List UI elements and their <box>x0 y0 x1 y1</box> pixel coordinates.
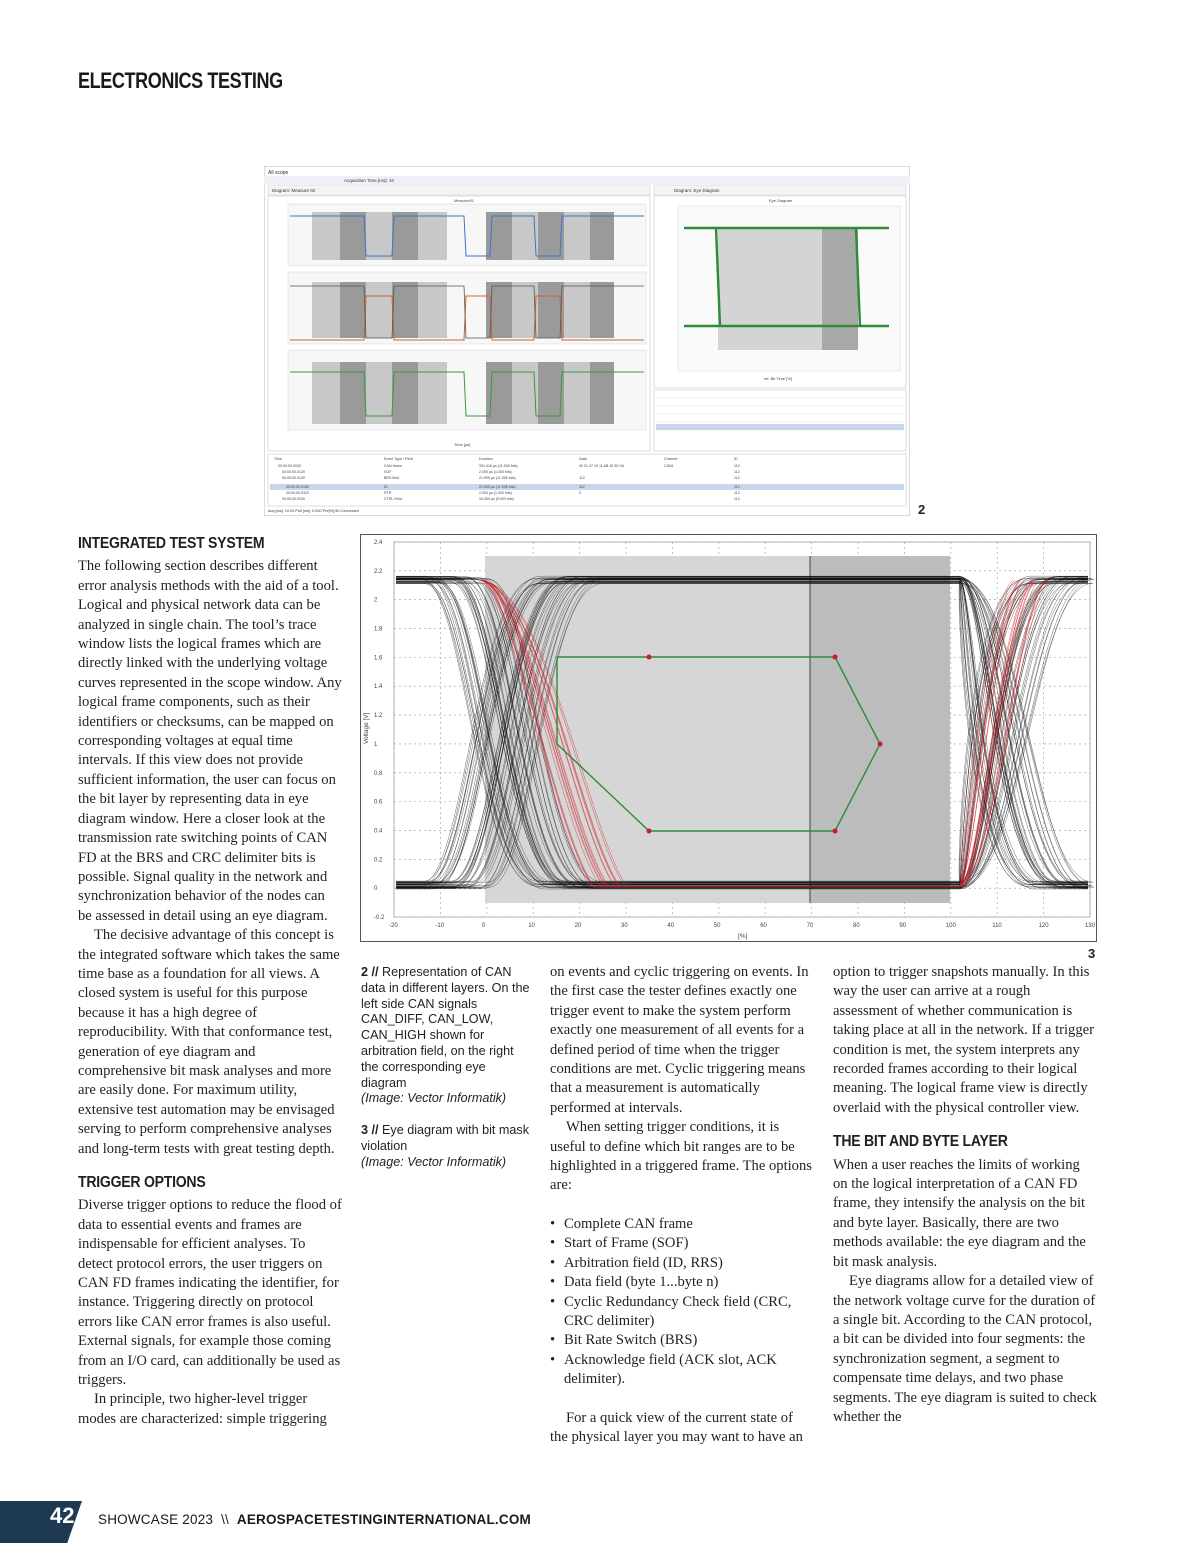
paragraph: option to trigger snapshots manually. In this way the user can arrive at a rough assessment of whether communication is taking place at all in the network. If a trigger condition is met, the system interprets any recorded frames according to their logical meaning. The logical frame view is directly overlaid with the physical controller view. <box>833 964 1094 1116</box>
svg-text:112: 112 <box>579 485 585 489</box>
list-item: • Data field (byte 1...byte n) <box>550 1273 812 1292</box>
y-tick-label: -0.2 <box>374 915 385 921</box>
paragraph: on events and cyclic triggering on events. In the first case the tester defines exactly one trigger event to make the system perform exactly one measurement of all events for a defined period of time when the trigger conditions are met. Cyclic triggering means that a measurement is automatically performed at intervals. <box>550 964 809 1116</box>
svg-text:112: 112 <box>734 497 740 501</box>
x-tick-label: -20 <box>389 923 398 929</box>
y-tick-label: 0.8 <box>374 770 383 777</box>
paragraph: Diverse trigger options to reduce the flood of data to essential events and frames are indispensable for efficient analyses. To detect protocol errors, the user triggers on CAN FD frames indicating the identifier, for instance. Triggering directly on protocol errors like CAN error frames is also useful. External signals, for example those coming from an I/O card, can additionally be used as triggers. <box>78 1197 342 1389</box>
y-tick-label: 1.4 <box>374 684 383 691</box>
svg-text:00:00:00.0330: 00:00:00.0330 <box>282 497 305 501</box>
x-tick-label: 110 <box>992 923 1002 929</box>
x-tick-label: 40 <box>667 923 675 929</box>
caption-credit: (Image: Vector Informatik) <box>361 1091 507 1106</box>
scope-software-image <box>264 166 910 516</box>
right-column <box>833 963 1098 1427</box>
heading-integrated-test-system: INTEGRATED TEST SYSTEM <box>78 535 265 552</box>
paragraph: Eye diagrams allow for a detailed view of the network voltage curve for the duration of a single bit. According to the CAN protocol, a bit can be divided into four segments: the synchronization segment, a segment to compensate time delays, and two phase segments. The eye diagram is suited to check whether the <box>833 1273 1097 1425</box>
list-item: • Bit Rate Switch (BRS) <box>550 1331 812 1350</box>
svg-text:ID: ID <box>384 485 388 489</box>
x-tick-label: 20 <box>574 923 582 929</box>
eye-axis-label: rel. Bit Time [%] <box>764 376 793 381</box>
paragraph: For a quick view of the current state of the physical layer you may want to have an <box>550 1409 803 1445</box>
y-tick-label: 2.2 <box>374 568 383 575</box>
svg-text:Event Type / Field: Event Type / Field <box>384 457 413 461</box>
svg-text:21.995 µs (11.995 bits): 21.995 µs (11.995 bits) <box>479 476 516 480</box>
y-tick-label: 0.4 <box>374 828 383 835</box>
caption-credit: (Image: Vector Informatik) <box>361 1154 507 1169</box>
y-tick-label: 0 <box>374 886 378 893</box>
list-item: • Complete CAN frame <box>550 1215 812 1234</box>
svg-text:Duration: Duration <box>479 457 493 461</box>
x-tick-label: 60 <box>760 923 767 929</box>
y-tick-label: 1.8 <box>374 626 383 633</box>
svg-text:Data: Data <box>579 457 587 461</box>
x-tick-label: -10 <box>435 923 445 929</box>
svg-text:112: 112 <box>734 485 740 489</box>
y-tick-label: 1.2 <box>374 713 383 720</box>
caption-separator: // <box>368 1123 383 1137</box>
svg-text:112: 112 <box>579 476 585 480</box>
caption-figure-2 <box>361 965 533 1107</box>
caption-number: 2 <box>361 965 369 979</box>
caption-text: Representation of CAN data in different layers. On the left side CAN signals CAN_DIFF, CAN_LOW, CAN_HIGH shown for arbitration field, on the right the corresponding eye diagram <box>361 965 530 1090</box>
svg-text:2.000 µs (1.000 bits): 2.000 µs (1.000 bits) <box>479 491 512 495</box>
toolbar-text: Acquisition Time [ms]: 10 <box>344 178 395 183</box>
caption-text: Eye diagram with bit mask violation <box>361 1123 529 1153</box>
figure-3-eye-diagram <box>360 534 1097 942</box>
footer-issue: SHOWCASE 2023 <box>98 1512 214 1527</box>
svg-text:0: 0 <box>579 491 581 495</box>
app-title: All scope <box>268 170 289 176</box>
footer-text <box>98 1512 531 1527</box>
svg-text:00 01 07 10 11 AB 15 3D 94: 00 01 07 10 11 AB 15 3D 94 <box>579 464 624 468</box>
svg-text:RTR: RTR <box>384 491 392 495</box>
x-tick-label: 10 <box>528 923 535 929</box>
heading-trigger-options: TRIGGER OPTIONS <box>78 1174 206 1191</box>
eye-diagram-label: Diagram: Eye Diagram <box>674 188 720 193</box>
list-item: • Acknowledge field (ACK slot, ACK delimiter). <box>550 1351 812 1390</box>
paragraph: The following section describes different error analysis methods with the aid of a tool. Logical and physical network data can be analyzed in single chain. The tool’s trace window lists the logical frames which are directly linked with the underlying voltage curves represented in the scope window. Any logical frame components, such as their identifiers or checksums, can be mapped on corresponding voltages at equal time intervals. If this view does not provide sufficient information, the user can focus on the bit layer by representing data in eye diagram window. Here a closer look at the transmission rate switching points of CAN FD at the BRS and CRC delimiter bits is possible. Signal quality in the network and synchronization behavior of the nodes can be assessed in detail using an eye diagram. <box>78 558 342 924</box>
y-tick-label: 1.6 <box>374 655 383 662</box>
figure-2-number: 2 <box>918 502 926 517</box>
caption-separator: // <box>368 965 383 979</box>
svg-text:112: 112 <box>734 491 740 495</box>
svg-text:00:00:00.0160: 00:00:00.0160 <box>286 485 309 489</box>
paragraph: When a user reaches the limits of working on the logical interpretation of a CAN FD frame, they intensify the analysis on the bit and byte layer. Basically, there are two methods available: the eye diagram and the bit mask analysis. <box>833 1156 1086 1270</box>
y-tick-label: 0.6 <box>374 799 383 806</box>
diagram-label: Diagram: Measure 02 <box>272 188 316 193</box>
svg-text:112: 112 <box>734 470 740 474</box>
x-axis-label: [%] <box>738 933 748 940</box>
svg-text:ID: ID <box>734 457 738 461</box>
svg-text:112: 112 <box>734 476 740 480</box>
time-axis-label: Time [µs] <box>454 442 471 447</box>
list-item: • Start of Frame (SOF) <box>550 1234 812 1253</box>
svg-text:331.416 µs (11.000 bits): 331.416 µs (11.000 bits) <box>479 464 518 468</box>
footer-separator: \\ <box>221 1512 229 1527</box>
trigger-options-list <box>550 1215 812 1390</box>
caption-number: 3 <box>361 1123 369 1137</box>
svg-text:00:00:00.0140: 00:00:00.0140 <box>282 476 305 480</box>
x-tick-label: 130 <box>1085 923 1096 929</box>
list-item: • Arbitration field (ID, RRS) <box>550 1254 812 1273</box>
svg-text:Time: Time <box>274 457 282 461</box>
eye-diagram-chart <box>360 534 1097 942</box>
heading-bit-and-byte-layer: THE BIT AND BYTE LAYER <box>833 1133 1008 1151</box>
scope-title: Measure01 <box>454 198 475 203</box>
caption-figure-3 <box>361 1123 533 1170</box>
section-label: ELECTRONICS TESTING <box>78 68 283 93</box>
svg-text:BRS field: BRS field <box>384 476 399 480</box>
y-tick-label: 2.4 <box>374 540 383 546</box>
left-column <box>78 534 342 1429</box>
paragraph: In principle, two higher-level trigger modes are characterized: simple triggering <box>78 1391 327 1427</box>
y-tick-label: 2 <box>374 597 378 604</box>
y-axis-label: Voltage [V] <box>363 712 370 744</box>
svg-text:SOF: SOF <box>384 470 392 474</box>
svg-text:CAN1: CAN1 <box>664 464 674 468</box>
svg-text:Channel: Channel <box>664 457 678 461</box>
x-tick-label: 30 <box>621 923 628 929</box>
eye-title: Eye Diagram <box>769 198 793 203</box>
svg-text:CAN frame: CAN frame <box>384 464 402 468</box>
scope-plots <box>288 204 646 430</box>
footer-site: AEROSPACETESTINGINTERNATIONAL.COM <box>236 1512 531 1527</box>
list-item: • Cyclic Redundancy Check field (CRC, CRC delimiter) <box>550 1293 812 1332</box>
paragraph: When setting trigger conditions, it is useful to define which bit ranges are to be highlighted in a triggered frame. The options are: <box>550 1119 812 1194</box>
middle-column <box>550 963 812 1447</box>
x-tick-label: 100 <box>945 923 956 929</box>
svg-text:CTRL Field: CTRL Field <box>384 497 403 501</box>
x-tick-label: 90 <box>899 923 907 929</box>
paragraph: The decisive advantage of this concept is the integrated software which takes the same time base as a foundation for all views. A closed system is useful for this purpose because it has a high degree of reproducibility. With that conformance test, generation of eye diagram and comprehensive bit mask analyses and more are easily done. For maximum utility, extensive test automation may be envisaged serving to perform comprehensive analyses and long-term tests with great testing depth. <box>78 927 340 1157</box>
svg-text:10.000 µs (5.000 bits): 10.000 µs (5.000 bits) <box>479 497 514 501</box>
figure-2-screenshot <box>264 166 910 516</box>
x-tick-label: 0 <box>481 923 486 929</box>
x-tick-label: 70 <box>806 923 814 929</box>
x-tick-label: 80 <box>853 923 860 929</box>
figure-3-number: 3 <box>1088 946 1096 961</box>
svg-text:00:00:00.0320: 00:00:00.0320 <box>286 491 309 495</box>
svg-text:2.000 µs (1.000 bits): 2.000 µs (1.000 bits) <box>479 470 512 474</box>
page-number: 42 <box>50 1503 75 1528</box>
y-tick-label: 0.2 <box>374 857 383 864</box>
svg-text:00:00:00.0000: 00:00:00.0000 <box>278 464 301 468</box>
x-tick-label: 50 <box>713 923 721 929</box>
svg-text:00:00:00.0120: 00:00:00.0120 <box>282 470 305 474</box>
svg-text:112: 112 <box>734 464 740 468</box>
x-tick-label: 120 <box>1038 923 1049 929</box>
svg-text:21.995 µs (11.995 bits): 21.995 µs (11.995 bits) <box>479 485 516 489</box>
y-tick-label: 1 <box>374 741 378 748</box>
status-bar: Acq.[ms]: 10.00 Poll [ms]: 0.000 Pre[%]:50 Connected <box>268 509 359 513</box>
